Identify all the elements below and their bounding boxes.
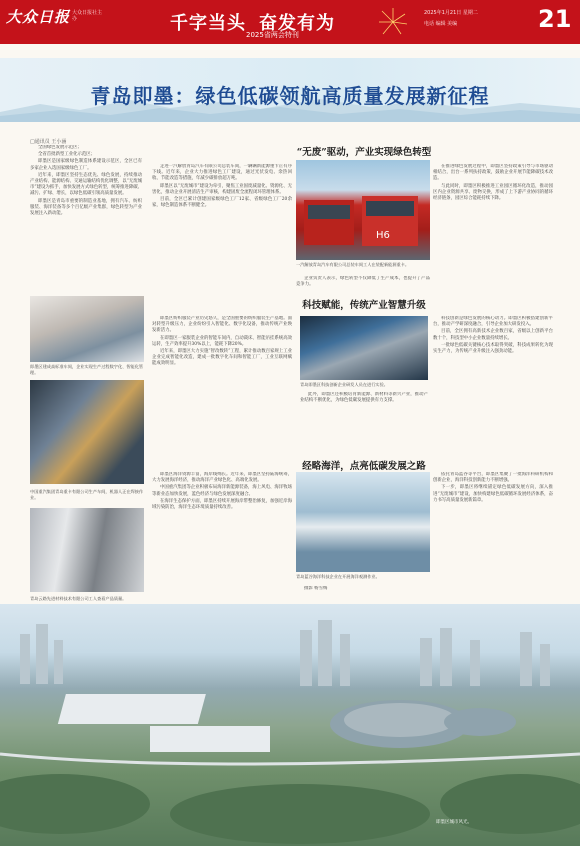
city-skyline-illustration [0,604,580,846]
paragraph: 依托青岛蓝谷等平台，即墨区集聚了一批海洋科研机构和创新企业，海洋科技创新能力不断增强。 [433,472,553,484]
lead-paragraph: 全省首批新型工业化示范区； [38,152,96,158]
lead-paragraph: 即墨区是国家级绿色制造体系建设示范区，全区已有多家企业入选国家级绿色工厂。 [30,159,142,171]
slogan-2: 奋发有为 [259,13,335,34]
photo-caption: 一汽解放青岛汽车有限公司总装车间工人在装配新能源重卡。 [296,262,410,267]
article-column [433,164,553,294]
photo-caption: 中国重汽集团青岛重卡有限公司生产车间，机器人正在焊接作业。 [30,489,144,500]
paragraph: 企业负责人表示，绿色转型不仅降低了生产成本，也提升了产品竞争力。 [296,276,430,288]
special-issue-label: 2025省两会特刊 [246,31,299,39]
factory-workshop-photo [30,296,144,362]
lead-paragraph: 即墨区是青岛市重要的制造业基地，拥有汽车、纺织服装、海洋装备等多个百亿级产业集群，绿色转型为产业发展注入新动能。 [30,198,142,217]
page-number: 21 [538,5,572,33]
paragraph: 摄影 杨雪梅 [304,586,328,591]
paragraph: 目前，全区拥有高新技术企业数百家，省级以上创新平台数十个，科技型中小企业数量持续增长。 [433,329,553,341]
article-column [152,164,292,294]
lead-paragraph: 全国绿色发展示范区； [38,145,82,150]
lab-equipment-photo [300,316,428,380]
paragraph: 目前，全区已累计创建国家级绿色工厂12家、省级绿色工厂20余家，绿色制造体系不断健全。 [152,197,292,209]
lead-text [30,145,142,297]
paragraph: 在推进绿色发展过程中，即墨区坚持政策引导与市场驱动相结合，出台一系列扶持政策，鼓励企业开展节能降碳技术改造。 [433,164,553,182]
paragraph: 走进一汽解放青岛汽车有限公司总装车间，一辆辆新能源重卡正有序下线。近年来，企业大力推进绿色工厂建设，通过光伏发电、余热回收、节能改造等措施，年减少碳排放超万吨。 [152,164,292,182]
photo-caption: 即墨区城市风光。 [436,820,472,825]
paper-sub: 大众日报社主办 [72,10,103,22]
paragraph: 一批绿色低碳关键核心技术取得突破，科技成果转化为现实生产力，为传统产业升级注入强劲动能。 [433,342,553,355]
page-title: 青岛即墨：绿色低碳领航高质量发展新征程 [90,84,490,108]
article-column [433,472,553,604]
lead-paragraph: 近年来，即墨区坚持生态优先、绿色发展，持续推动产业结构、能源结构、交通运输结构优化调整，以“无废城市”建设为抓手，加快发展方式绿色转型，统筹推进降碳、减污、扩绿、增长，以绿色低碳引领高质量发展。 [30,172,142,197]
article-column [152,316,292,451]
photo-caption: 青岛蓝谷海洋科技企业在开展海洋观测作业。 [296,574,380,579]
section-heading: 经略海洋，点亮低碳发展之路 [302,461,426,472]
city-aerial-photo [0,604,580,846]
paragraph: 与此同时，即墨区积极推进工业园区循环化改造，推动园区内企业资源共享、废物交换，形成了上下游产业协同的循环经济链条，园区综合能耗持续下降。 [433,183,553,202]
article-column [300,392,428,452]
article-column [296,276,430,296]
section-heading: “无废”驱动，产业实现绿色转型 [296,147,432,158]
paragraph: 在海洋生态保护方面，即墨区持续开展海岸带整治修复，加强近岸海域污染防治，海洋生态环境质量持续改善。 [152,498,292,511]
paper-name: 大众日报 [6,8,71,26]
reporter-byline: □通讯员 王小涵 [30,139,67,145]
paragraph: 中国重汽集团等企业积极布局海洋新能源装备，海上风电、海洋牧场等新业态加快发展，蓝色经济与绿色发展深度融合。 [152,485,292,497]
paragraph: 近年来，即墨区大力实施“智改数转”工程，累计推动数百家规上工业企业完成智能化改造，建成一批数字化车间和智能工厂，工业互联网赋能成效明显。 [152,349,292,367]
photo-caption: 即墨区建成高标准车间，企业实现生产过程数字化、智能化管理。 [30,364,144,375]
paragraph: 即墨区纺织服装产业历史悠久，是全国重要的纺织服装生产基地。面对转型升级压力，企业纷纷引入智能化、数字化设备，推动传统产业焕发新活力。 [152,316,292,334]
svg-text:H6: H6 [376,230,390,241]
article-column [433,316,553,451]
truck-illustration [296,160,430,260]
paragraph: 即墨区海洋资源丰富，海岸线绵长。近年来，即墨区坚持陆海统筹，大力发展海洋经济，推动海洋产业绿色化、高端化发展。 [152,472,292,484]
fireworks-icon [372,4,414,40]
paragraph: 下一步，即墨区将继续锚定绿色低碳发展方向，深入推进“无废城市”建设，加快构建绿色低碳循环发展经济体系，奋力书写高质量发展新篇章。 [433,485,553,503]
photo-credit [296,586,430,606]
paragraph: 在即墨区一家服装企业的智能车间内，自动裁床、智能吊挂系统高效运转，生产效率提升30%以上，能耗下降20%。 [152,335,292,347]
material-rolls-photo [30,508,144,592]
photo-caption: 青岛云路先进材料技术有限公司工人查看产品质量。 [30,596,127,601]
issue-date: 2025年1月21日 星期二 [424,10,478,16]
paragraph: 即墨区以“无废城市”建设为牵引，聚焦工业固废减量化、资源化、无害化，推动企业开展清洁生产审核，构建固废全流程闭环管理体系。 [152,183,292,195]
masthead [0,0,580,44]
section-heading: 科技赋能，传统产业智慧升级 [302,300,426,311]
paragraph: 此外，即墨区还积极培育新能源、新材料等新兴产业，推动产业结构不断优化，为绿色低碳发展提供有力支撑。 [300,392,428,404]
ocean-vessel-photo [296,472,430,572]
paragraph: 科技创新是绿色发展的核心动力。即墨区积极搭建创新平台，推动产学研深度融合，引导企业加大研发投入。 [433,316,553,328]
photo-caption: 青岛即墨区科技创新企业研发人员在进行实验。 [300,382,388,387]
article-column [152,472,292,592]
editors-line: 电话 编辑 美编 [424,21,458,27]
robot-welding-photo [30,380,144,484]
red-trucks-photo [296,160,430,260]
slogan-1: 千字当头 [170,13,246,34]
